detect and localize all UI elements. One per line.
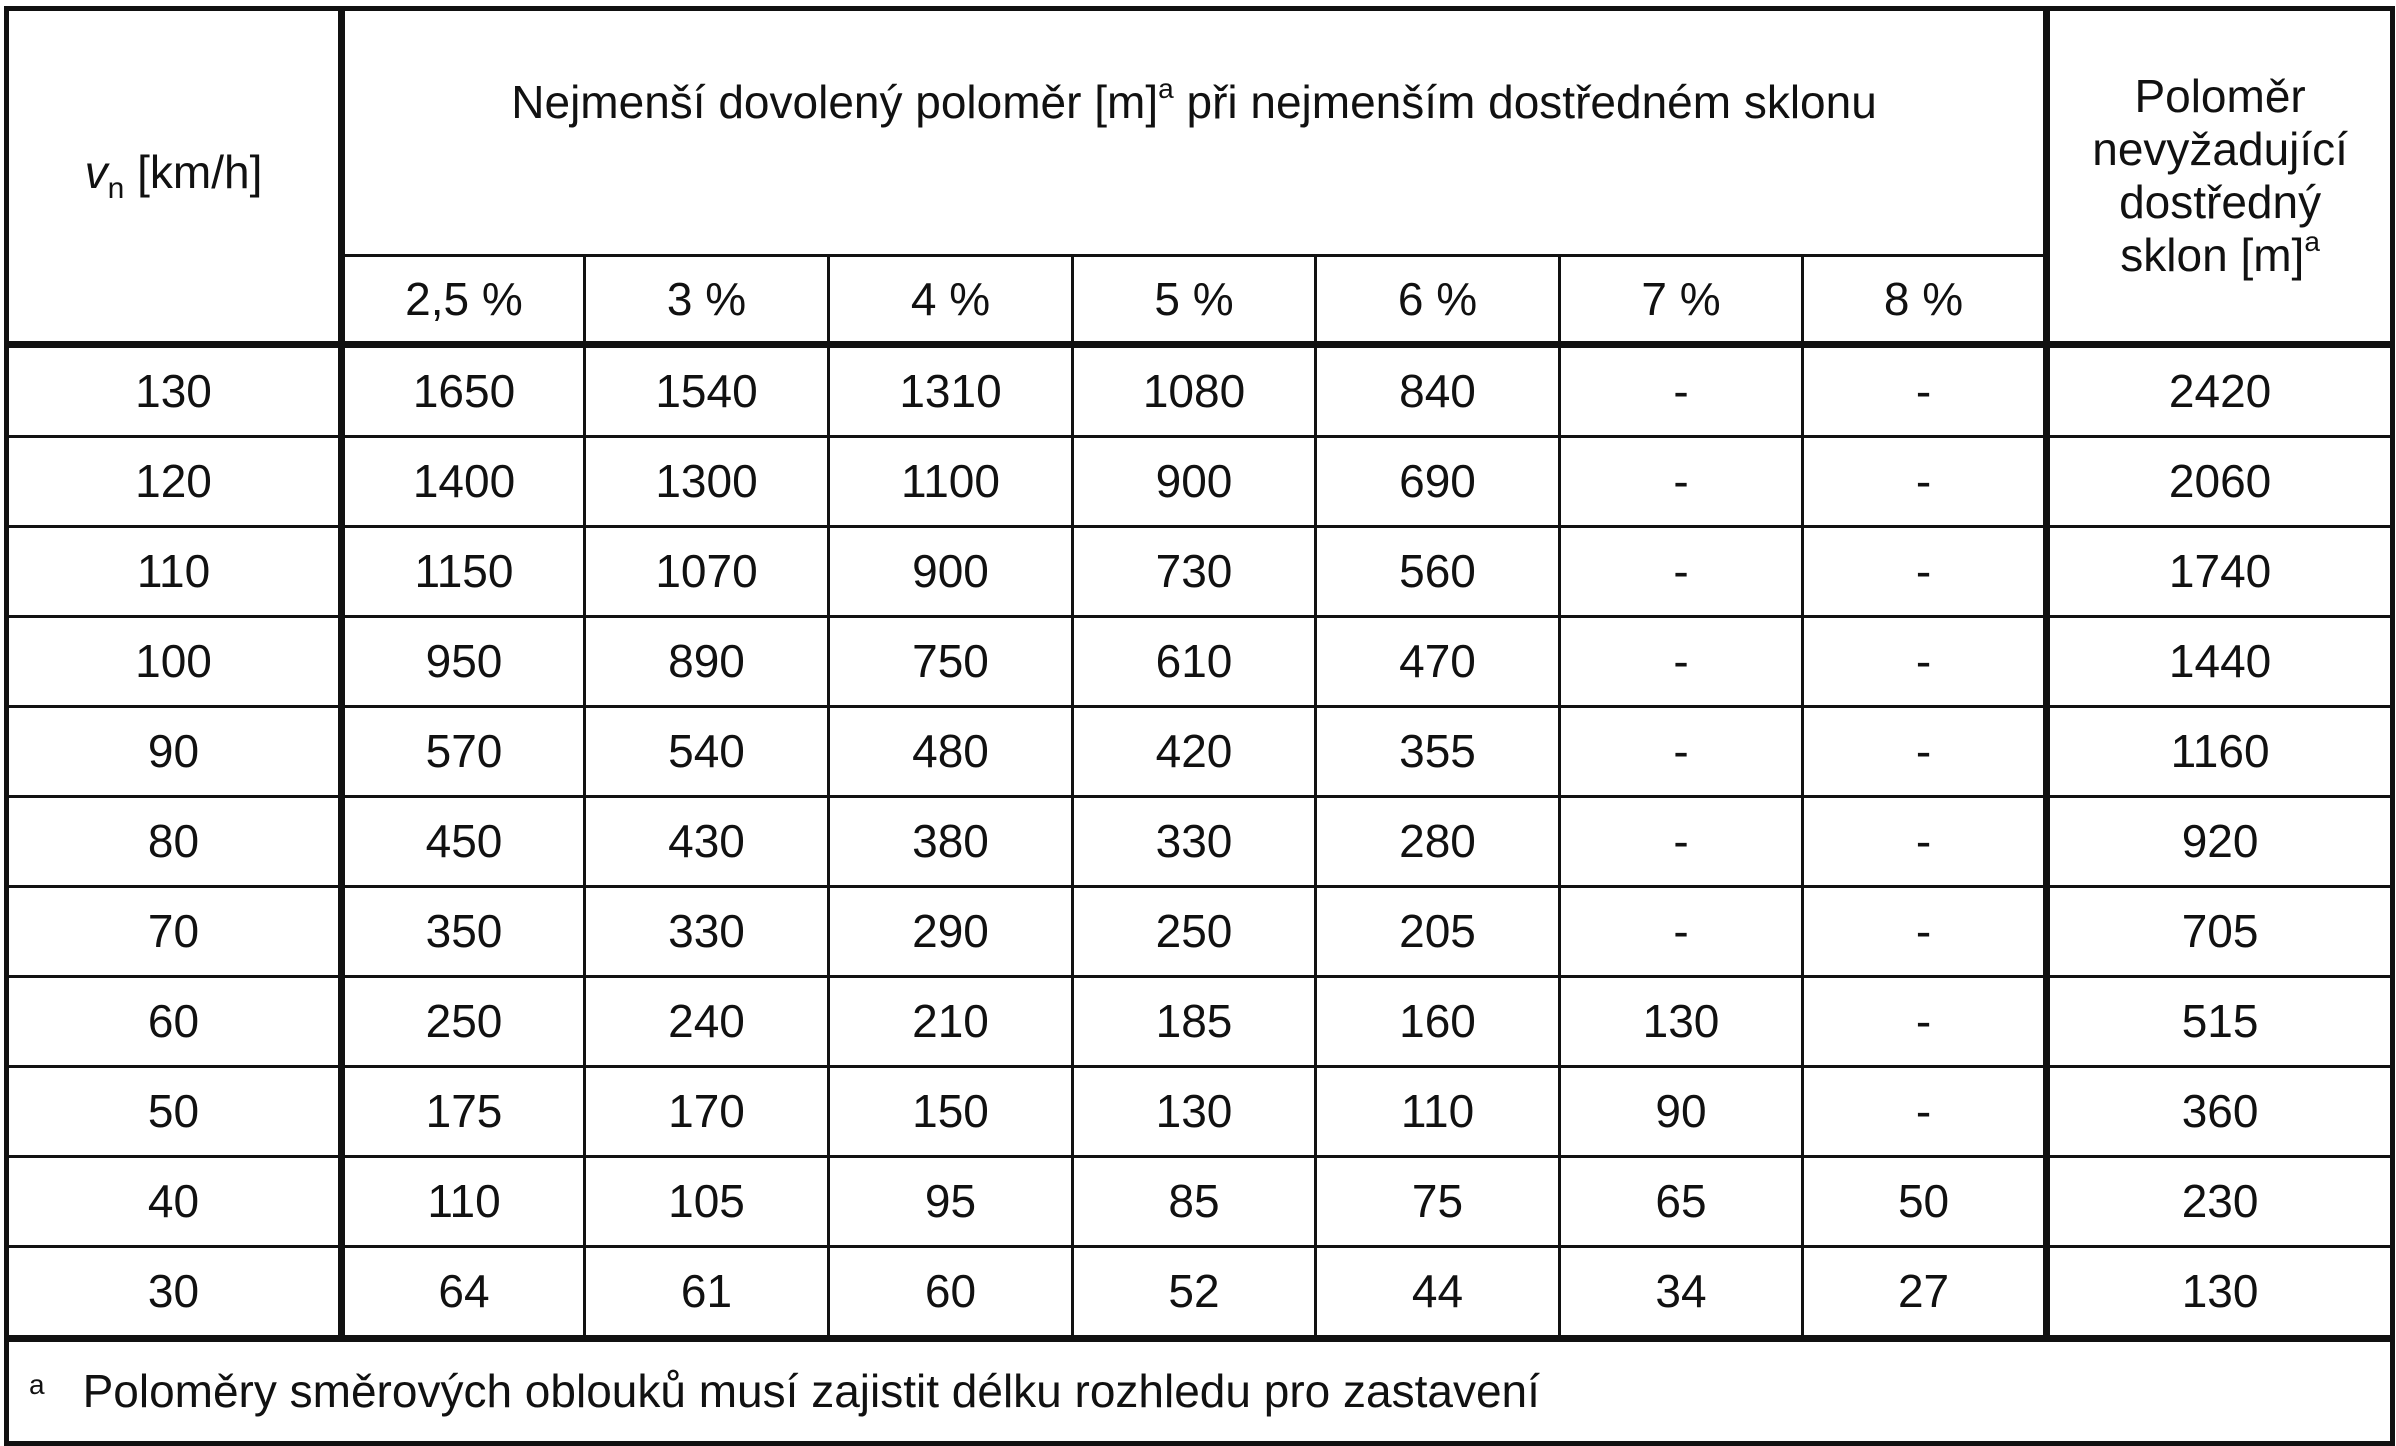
radius-cell: 64 bbox=[342, 1247, 585, 1339]
table-row bbox=[7, 1067, 2393, 1157]
speed-cell: 70 bbox=[7, 887, 342, 977]
table-row bbox=[7, 797, 2393, 887]
radius-cell: - bbox=[1803, 617, 2047, 707]
radius-cell: 750 bbox=[829, 617, 1073, 707]
speed-column-header bbox=[7, 9, 342, 345]
radius-cell: 290 bbox=[829, 887, 1073, 977]
speed-symbol: v bbox=[84, 145, 108, 198]
slope-header-7: 7 % bbox=[1560, 256, 1803, 345]
radius-cell: 350 bbox=[342, 887, 585, 977]
table-row bbox=[7, 707, 2393, 797]
group-title-text-continued: při nejmenším dostředném sklonu bbox=[1173, 76, 1877, 129]
radius-cell: 840 bbox=[1316, 345, 1560, 437]
radius-cell: 75 bbox=[1316, 1157, 1560, 1247]
radius-cell: 1650 bbox=[342, 345, 585, 437]
radius-cell: 1300 bbox=[585, 437, 829, 527]
no-slope-radius-cell: 1740 bbox=[2047, 527, 2393, 617]
table-row bbox=[7, 977, 2393, 1067]
radius-cell: 210 bbox=[829, 977, 1073, 1067]
radius-cell: 240 bbox=[585, 977, 829, 1067]
no-slope-radius-cell: 1440 bbox=[2047, 617, 2393, 707]
no-slope-header-line1: Poloměr bbox=[2134, 70, 2306, 123]
radius-cell: - bbox=[1560, 887, 1803, 977]
radius-cell: - bbox=[1803, 345, 2047, 437]
radius-cell: 170 bbox=[585, 1067, 829, 1157]
radius-cell: - bbox=[1560, 345, 1803, 437]
slope-header-8: 8 % bbox=[1803, 256, 2047, 345]
table-row bbox=[7, 887, 2393, 977]
footnote-text: Poloměry směrových oblouků musí zajistit délku rozhledu pro zastavení bbox=[82, 1365, 1540, 1418]
table-row bbox=[7, 527, 2393, 617]
radius-cell: 60 bbox=[829, 1247, 1073, 1339]
slope-header-3: 3 % bbox=[585, 256, 829, 345]
speed-cell: 80 bbox=[7, 797, 342, 887]
radius-cell: 1400 bbox=[342, 437, 585, 527]
radius-cell: - bbox=[1803, 437, 2047, 527]
speed-cell: 30 bbox=[7, 1247, 342, 1339]
radius-cell: 1070 bbox=[585, 527, 829, 617]
radius-table bbox=[4, 6, 2395, 1446]
radius-cell: - bbox=[1803, 977, 2047, 1067]
radius-cell: 34 bbox=[1560, 1247, 1803, 1339]
no-slope-radius-cell: 2060 bbox=[2047, 437, 2393, 527]
slope-header-4: 4 % bbox=[829, 256, 1073, 345]
radius-cell: 1150 bbox=[342, 527, 585, 617]
radius-cell: 50 bbox=[1803, 1157, 2047, 1247]
radius-cell: 205 bbox=[1316, 887, 1560, 977]
radius-cell: 65 bbox=[1560, 1157, 1803, 1247]
radius-cell: 95 bbox=[829, 1157, 1073, 1247]
radius-cell: 44 bbox=[1316, 1247, 1560, 1339]
speed-cell: 130 bbox=[7, 345, 342, 437]
radius-cell: 110 bbox=[342, 1157, 585, 1247]
radius-cell: 540 bbox=[585, 707, 829, 797]
radius-cell: 1310 bbox=[829, 345, 1073, 437]
radius-cell: - bbox=[1803, 887, 2047, 977]
radius-cell: 560 bbox=[1316, 527, 1560, 617]
radius-cell: 150 bbox=[829, 1067, 1073, 1157]
radius-cell: - bbox=[1560, 437, 1803, 527]
radius-cell: 250 bbox=[1073, 887, 1316, 977]
radius-cell: 355 bbox=[1316, 707, 1560, 797]
no-slope-radius-cell: 1160 bbox=[2047, 707, 2393, 797]
speed-cell: 50 bbox=[7, 1067, 342, 1157]
radius-cell: 570 bbox=[342, 707, 585, 797]
radius-cell: 450 bbox=[342, 797, 585, 887]
radius-cell: 250 bbox=[342, 977, 585, 1067]
footnote-mark: a bbox=[29, 1369, 45, 1401]
no-slope-radius-header bbox=[2047, 9, 2393, 345]
radius-cell: 470 bbox=[1316, 617, 1560, 707]
no-slope-radius-cell: 515 bbox=[2047, 977, 2393, 1067]
speed-cell: 40 bbox=[7, 1157, 342, 1247]
radius-cell: - bbox=[1803, 1067, 2047, 1157]
speed-subscript: n bbox=[107, 171, 125, 205]
radius-table-container bbox=[4, 6, 2390, 1418]
table-row bbox=[7, 1247, 2393, 1339]
no-slope-radius-cell: 705 bbox=[2047, 887, 2393, 977]
no-slope-radius-cell: 230 bbox=[2047, 1157, 2393, 1247]
no-slope-radius-cell: 920 bbox=[2047, 797, 2393, 887]
radius-cell: 185 bbox=[1073, 977, 1316, 1067]
radius-cell: 90 bbox=[1560, 1067, 1803, 1157]
no-slope-header-line4: sklon [m] bbox=[2120, 228, 2305, 281]
radius-cell: 690 bbox=[1316, 437, 1560, 527]
radius-cell: 1540 bbox=[585, 345, 829, 437]
no-slope-header-line3: dostředný bbox=[2119, 176, 2322, 228]
radius-cell: 175 bbox=[342, 1067, 585, 1157]
min-radius-group-header bbox=[342, 9, 2047, 256]
radius-cell: 380 bbox=[829, 797, 1073, 887]
no-slope-header-footnote-mark: a bbox=[2304, 225, 2320, 257]
speed-cell: 90 bbox=[7, 707, 342, 797]
no-slope-header-line2: nevyžadující bbox=[2092, 123, 2348, 176]
speed-cell: 60 bbox=[7, 977, 342, 1067]
radius-cell: 900 bbox=[829, 527, 1073, 617]
radius-cell: 130 bbox=[1560, 977, 1803, 1067]
no-slope-radius-cell: 130 bbox=[2047, 1247, 2393, 1339]
radius-cell: - bbox=[1560, 707, 1803, 797]
radius-cell: - bbox=[1803, 527, 2047, 617]
radius-cell: 1080 bbox=[1073, 345, 1316, 437]
radius-cell: 430 bbox=[585, 797, 829, 887]
radius-cell: 130 bbox=[1073, 1067, 1316, 1157]
radius-cell: - bbox=[1803, 707, 2047, 797]
table-body bbox=[7, 345, 2393, 1339]
radius-cell: 27 bbox=[1803, 1247, 2047, 1339]
slope-header-5: 5 % bbox=[1073, 256, 1316, 345]
no-slope-radius-cell: 360 bbox=[2047, 1067, 2393, 1157]
slope-header-6: 6 % bbox=[1316, 256, 1560, 345]
radius-cell: 900 bbox=[1073, 437, 1316, 527]
group-title-footnote-mark: a bbox=[1158, 72, 1174, 104]
group-title-text: Nejmenší dovolený poloměr [m] bbox=[511, 76, 1159, 129]
footnote bbox=[7, 1339, 2393, 1444]
no-slope-radius-cell: 2420 bbox=[2047, 345, 2393, 437]
radius-cell: 61 bbox=[585, 1247, 829, 1339]
radius-cell: 890 bbox=[585, 617, 829, 707]
radius-cell: 610 bbox=[1073, 617, 1316, 707]
table-row bbox=[7, 617, 2393, 707]
radius-cell: 480 bbox=[829, 707, 1073, 797]
radius-cell: 730 bbox=[1073, 527, 1316, 617]
radius-cell: 160 bbox=[1316, 977, 1560, 1067]
radius-cell: 280 bbox=[1316, 797, 1560, 887]
radius-cell: - bbox=[1560, 527, 1803, 617]
radius-cell: 330 bbox=[1073, 797, 1316, 887]
radius-cell: 105 bbox=[585, 1157, 829, 1247]
speed-cell: 100 bbox=[7, 617, 342, 707]
speed-cell: 110 bbox=[7, 527, 342, 617]
table-row bbox=[7, 345, 2393, 437]
table-row bbox=[7, 1157, 2393, 1247]
radius-cell: 110 bbox=[1316, 1067, 1560, 1157]
radius-cell: - bbox=[1803, 797, 2047, 887]
slope-header-2-5: 2,5 % bbox=[342, 256, 585, 345]
radius-cell: 52 bbox=[1073, 1247, 1316, 1339]
radius-cell: 420 bbox=[1073, 707, 1316, 797]
radius-cell: - bbox=[1560, 797, 1803, 887]
speed-unit: [km/h] bbox=[124, 145, 263, 198]
radius-cell: 1100 bbox=[829, 437, 1073, 527]
radius-cell: 85 bbox=[1073, 1157, 1316, 1247]
radius-cell: 950 bbox=[342, 617, 585, 707]
radius-cell: - bbox=[1560, 617, 1803, 707]
table-row bbox=[7, 437, 2393, 527]
radius-cell: 330 bbox=[585, 887, 829, 977]
speed-cell: 120 bbox=[7, 437, 342, 527]
